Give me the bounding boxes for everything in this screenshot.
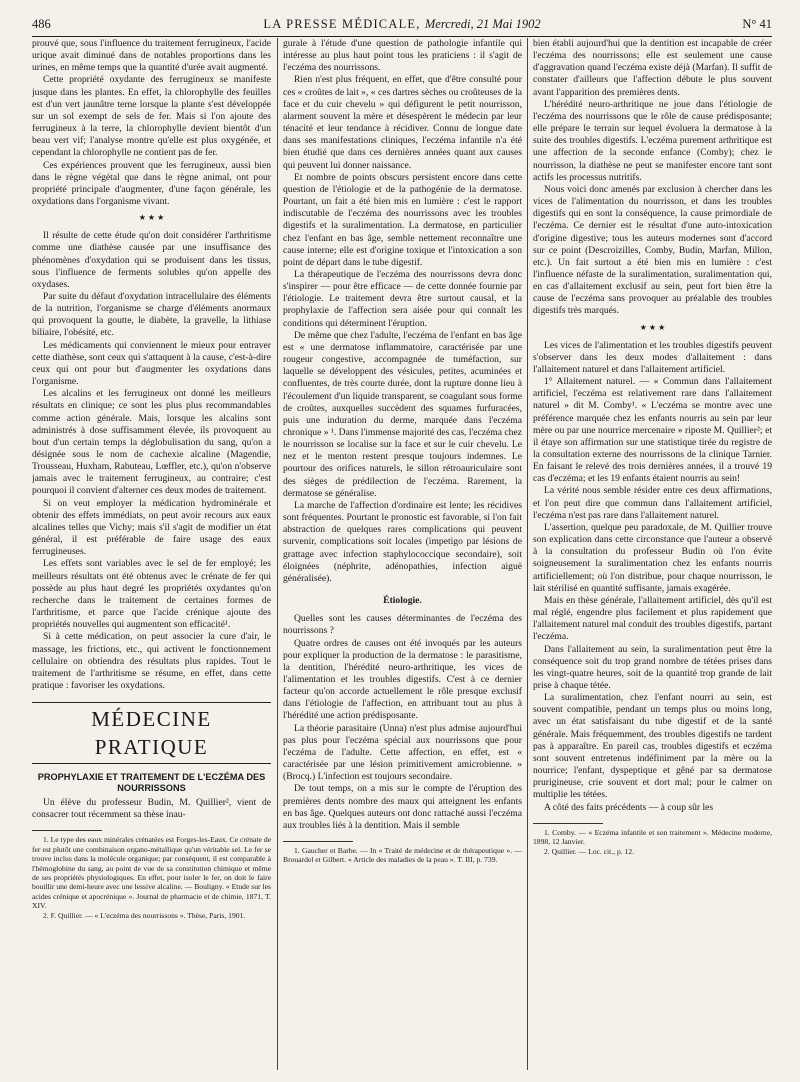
paragraph: Si à cette médication, on peut associer la cure d'air, le massage, les frictions, etc., qui activent le fonctionnement cellulaire on obtiendra des résultats plus rapides. Tout le traitement de l'arthritisme se résume, en effet, dans cette pratique : favoriser les oxydations. xyxy=(32,631,271,691)
paragraph: Nous voici donc amenés par exclusion à chercher dans les vices de l'alimentation du nourrisson, et dans les troubles digestifs qui en sont la conséquence, la cause primordiale de l'eczéma. Ce dernier est le résultat d'une auto-intoxication d'origine digestive; tous les auteurs modernes sont d'accord sur ce point (Descroizilles, Comby, Budin, Marfan, Millon, etc.). Un fait surtout a été bien mis en lumière : c'est l'influence néfaste de la suralimentation, suralimentation qui, en cas d'allaitement exclusif au sein, peut fort bien être la cause de l'eczéma sans provoquer au préalable des troubles digestifs très marqués. xyxy=(533,183,772,317)
paragraph: Les médicaments qui conviennent le mieux pour entraver cette diathèse, sont ceux qui s'attaquent à la cause, c'est-à-dire ceux qui ont pour but d'augmenter les oxydations dans l'organisme. xyxy=(32,339,271,388)
asterism-separator: ★ ★ ★ xyxy=(639,322,666,332)
paragraph: La théorie parasitaire (Unna) n'est plus admise aujourd'hui pas plus pour l'eczéma spécial aux nourrissons que pour l'eczéma de l'adulte. Cette affection, en effet, est « caractérisée par une lésion primitivement amicrobienne. » (Brocq.) L'infection est toujours secondaire. xyxy=(283,722,522,783)
footnote: 2. F. Quillier. — « L'eczéma des nourrissons ». Thèse, Paris, 1901. xyxy=(43,910,246,920)
paragraph: Quatre ordres de causes ont été invoqués par les auteurs pour expliquer la production de la dermatose : le parasitisme, la dentition, l'hérédité neuro-arthritique, les vices de l'alimentation et les troubles digestifs. C'est à ce dernier facteur qu'on accorde actuellement le rôle presque exclusif dans l'étiologie de l'affection, en attribuant tout au plus à l'hérédité une action prédisposante. xyxy=(283,637,522,722)
footnote: 1. Comby. — « Eczéma infantile et son traitement ». Médecine moderne, 1898, 12 Janvier. xyxy=(533,827,772,847)
paragraph: Et nombre de points obscurs persistent encore dans cette question de l'étiologie et de la pathogénie de la dermatose. Pourtant, un fait a été bien mis en lumière : c'est le rapport indiscutable de l'eczéma des nourrissons avec les troubles digestifs et la suralimentation. La dermatose, en particulier chez l'enfant en bas âge, semble nettement reconnaître une cause interne; elle est d'origine toxique et l'intoxication a son point de départ dans le tube digestif. xyxy=(283,171,522,268)
column-3 xyxy=(533,38,772,1070)
footnote-rule xyxy=(283,841,353,842)
paragraph: gurale à l'étude d'une question de pathologie infantile qui intéresse au plus haut point tous les praticiens : il s'agit de l'eczéma des nourrissons. xyxy=(283,38,522,74)
paragraph: Ces expériences prouvent que les ferrugineux, aussi bien dans le règne végétal que dans le règne animal, ont pour propriété principale d'augmenter, d'une façon générale, les oxydations dans l'organisme vivant. xyxy=(32,159,271,208)
paragraph: Dans l'allaitement au sein, la suralimentation peut être la conséquence soit du trop grand nombre de tétées prises dans les vingt-quatre heures, soit de la quantité trop grande de lait prise à chaque tétée. xyxy=(533,643,772,691)
section-heading: MÉDECINE PRATIQUE xyxy=(32,702,271,764)
paragraph: Si on veut employer la médication hydrominérale et obtenir des effets immédiats, on peut avoir recours aux eaux alcalines telles que Vichy; mais s'il s'agit de modifier un état général, il est préférable de faire usage des eaux ferrugineuses. xyxy=(32,497,271,558)
paragraph: 1° Allaitement naturel. — « Commun dans l'allaitement artificiel, l'eczéma est relativement rare dans l'allaitement naturel » dit M. Comby¹. « L'eczéma se montre avec une préférence marquée chez les enfants nourris au sein par leur mère ou par une nourrice mercenaire » riposte M. Quillier²; et il étaye son affirmation sur une statistique tirée du registre de la consultation externe des nourrissons de la clinique Tarnier. En faisant le relevé des trois dernières années, il a trouvé 19 cas d'eczéma; et les 19 enfants étaient nourris au sein! xyxy=(533,376,772,485)
paragraph: Par suite du défaut d'oxydation intracellulaire des éléments de la nutrition, l'organisme se charge d'éléments anormaux qui provoquent la goutte, le diabète, la gravelle, la lithiase biliaire, l'obésité, etc. xyxy=(32,290,271,339)
paragraph: Il résulte de cette étude qu'on doit considérer l'arthritisme comme une diathèse causée par une insuffisance des phénomènes d'oxydation qui se produisent dans les tissus, sous l'influence de ferments solubles qu'on appelle des oxydases. xyxy=(32,230,271,290)
paragraph: La marche de l'affection d'ordinaire est lente; les récidives sont fréquentes. Pourtant le pronostic est favorable, si l'on fait abstraction de quelques rares complications qui peuvent survenir, complications soit locales (impetigo par lésions de grattage avec infection staphylococcique secondaire), soit éloignées (néphrite, adénopathies, infection aiguë généralisée). xyxy=(283,499,522,584)
paragraph: Cette propriété oxydante des ferrugineux se manifeste jusque dans les plantes. En effet, la chlorophylle des feuilles est d'un vert jaunâtre terne lorsque la plante s'est développée sur un sol exempt de sels de fer. Mais si l'on ajoute des ferrugineux à la terre, la chlorophylle devient bientôt d'un beau vert vif; l'analyse montre qu'elle est plus oxygénée, et cependant la chlorophylle ne contient pas de fer. xyxy=(32,74,271,159)
issue-number: N° 41 xyxy=(742,17,772,31)
paragraph: De même que chez l'adulte, l'eczéma de l'enfant en bas âge est « une dermatose inflammatoire, caractérisée par une rougeur congestive, accompagnée de tuméfaction, sur laquelle se développent des vésicules, petites, acuminées et confluentes, de très courte durée, dont la rupture donne lieu à l'écoulement d'un liquide transparent, se coagulant sous forme de croûtes, auxquelles succèdent des squames furfuracées, puis une induration du derme, marquée dans l'eczéma chronique » ¹. Dans l'immense majorité des cas, l'eczéma chez le nourrisson se localise sur la face et sur le cuir chevelu. Le nez et le menton restent presque toujours indemnes. Le pourtour des orifices naturels, le sillon rétroauriculaire sont des sièges de prédilection de l'eczéma. Rarement, la dermatose se généralise. xyxy=(283,329,522,499)
article-title: PROPHYLAXIE ET TRAITEMENT DE L'ECZÉMA DES NOURRISSONS xyxy=(37,772,266,794)
paragraph: Rien n'est plus fréquent, en effet, que d'être consulté pour ces « croûtes de lait », « ces dartres sèches ou croûteuses de la face et du cuir chevelu » qui défigurent le petit nourrisson, alarment souvent la mère et désespèrent le médecin par leur ténacité et leur tendance à récidiver. Connu de longue date dans ses manifestations cliniques, l'eczéma infantile n'a été bien étudié que dans ces dernières années quant aux causes qui peuvent lui donner naissance. xyxy=(283,74,522,171)
asterism-separator: ★ ★ ★ xyxy=(138,213,165,223)
paragraph: La suralimentation, chez l'enfant nourri au sein, est souvent compatible, pendant un temps plus ou moins long, avec un état satisfaisant du tube digestif et de la santé générale. Mais fréquemment, des troubles digestifs ne tardent pas à apparaître. En pareil cas, troubles digestifs et eczéma sont souvent entretenus indéfiniment par la mère ou la nourrice; l'enfant, dyspeptique et gêné par sa dermatose prurigineuse, crie souvent et dort mal; pour le calmer on multiplie les tétées. xyxy=(533,692,772,801)
paragraph: Un élève du professeur Budin, M. Quillier², vient de consacrer tout récemment sa thèse inau- xyxy=(32,797,271,821)
paragraph: Quelles sont les causes déterminantes de l'eczéma des nourrissons ? xyxy=(283,613,522,637)
footnote-rule xyxy=(32,830,102,831)
column-divider xyxy=(277,38,278,1070)
paragraph: prouvé que, sous l'influence du traitement ferrugineux, l'acide urique avait diminué dans de notables proportions dans les urines, en même temps que la quantité d'urée avait augmenté. xyxy=(32,38,271,74)
paragraph: Les alcalins et les ferrugineux ont donné les meilleurs résultats en clinique; ce sont les plus plus recommandables comme action générale. Mais, lorsque les alcalins sont administrés à dose suffisamment élevée, ils provoquent au bout d'un certain temps la déglobulisation du sang, qu'on a désignée sous le nom de cachexie alcaline (Magendie, Trousseau, Huxham, Rabuteau, Lœffler, etc.), qu'on n'observe jamais avec le traitement ferrugineux, au contraire; c'est pourquoi il convient d'alterner ces deux modes de traitement. xyxy=(32,388,271,497)
paragraph: A côté des faits précédents — à coup sûr les xyxy=(544,801,714,813)
paragraph: De tout temps, on a mis sur le compte de l'éruption des premières dents nombre des maux qui atteignent les enfants en bas âge. Quelques auteurs ont donc rattaché aussi l'eczéma aux troubles liés à la dentition. Mais il semble xyxy=(283,783,522,831)
paragraph: L'hérédité neuro-arthritique ne joue dans l'étiologie de l'eczéma des nourrissons que le rôle de cause prédisposante; elle prépare le terrain sur lequel évoluera la dermatose à la suite des troubles digestifs. L'eczéma purement arthritique est une affection de la seconde enfance (Comby); chez le nourrisson, la diathèse ne peut se manifester encore tant sont actifs les processus nutritifs. xyxy=(533,98,772,183)
paragraph: L'assertion, quelque peu paradoxale, de M. Quillier trouve son explication dans cette circonstance que l'auteur a observé à la consultation du professeur Budin où l'on évite soigneusement la suralimentation chez les enfants nourris artificiellement; où l'on distribue, pour chaque nourrisson, le lait stérilisé en quantité suffisante, jamais exagérée. xyxy=(533,521,772,594)
paragraph: La thérapeutique de l'eczéma des nourrissons devra donc s'inspirer — pour être efficace — de cette donnée fournie par l'étiologie. Le traitement devra être surtout causal, et la prophylaxie de l'affection sera aisée pour qui connaît les conditions qui déterminent l'éruption. xyxy=(283,268,522,329)
column-1 xyxy=(32,38,271,1070)
footnote: 1. Le type des eaux minérales crénatées est Forges-les-Eaux. Ce crénate de fer est plutôt une combinaison organo-métallique qu'un véritable sel. Le fer se trouve inclus dans la molécule organique; par conséquent, il est comparable à l'hémoglobine du sang, au point de vue de sa constitution chimique et même de ses propriétés physiologiques. En effet, pour isoler le fer, on doit le faire bouillir une demi-heure avec une lessive alcaline. — Bouligny. « Etude sur les acides crénique et apocrénique ». Journal de pharmacie et de chimie, 1871, T. XIV. xyxy=(32,835,271,911)
paragraph: Les vices de l'alimentation et les troubles digestifs peuvent s'observer dans les deux modes d'allaitement : dans l'allaitement naturel et dans l'allaitement artificiel. xyxy=(533,339,772,375)
subsection-heading: Étiologie. xyxy=(383,595,422,607)
paragraph: Mais en thèse générale, l'allaitement artificiel, dès qu'il est mal réglé, engendre plus facilement et plus rapidement que l'allaitement naturel mal conduit des troubles digestifs, partant l'eczéma. xyxy=(533,594,772,643)
column-divider xyxy=(527,38,528,1070)
paragraph: Les effets sont variables avec le sel de fer employé; les meilleurs résultats ont été obtenus avec le crénate de fer qui possède au plus haut degré les propriétés oxydantes qu'on recherche dans le traitement de certaines formes de l'arthritisme, et parce que l'acide crénique ajoute des propriétés nouvelles qui augmentent son efficacité¹. xyxy=(32,558,271,631)
running-header xyxy=(32,16,772,37)
paragraph: La vérité nous semble résider entre ces deux affirmations, et l'on peut dire que commun dans l'allaitement artificiel, l'eczéma n'est pas rare dans l'allaitement naturel. xyxy=(533,485,772,521)
page-number: 486 xyxy=(32,17,51,31)
footnote: 2. Quillier. — Loc. cit., p. 12. xyxy=(544,846,635,856)
column-2 xyxy=(283,38,522,1070)
footnote-rule xyxy=(533,823,603,824)
issue-date: Mercredi, 21 Mai 1902 xyxy=(424,17,541,31)
journal-title-line xyxy=(32,17,772,32)
paragraph: bien établi aujourd'hui que la dentition est incapable de créer l'eczéma des nourrissons; elle est seulement une cause d'aggravation quand l'eczéma existe déjà (Marfan). Il suffit de constater d'ailleurs que l'affection débute le plus souvent avant l'apparition des premières dents. xyxy=(533,38,772,98)
footnote: 1. Gaucher et Barbe. — In « Traité de médecine et de thérapeutique ». — Brouardel et Gilbert. « Article des maladies de la peau ». T. III, p. 739. xyxy=(283,846,522,865)
journal-name: LA PRESSE MÉDICALE, xyxy=(263,17,421,31)
